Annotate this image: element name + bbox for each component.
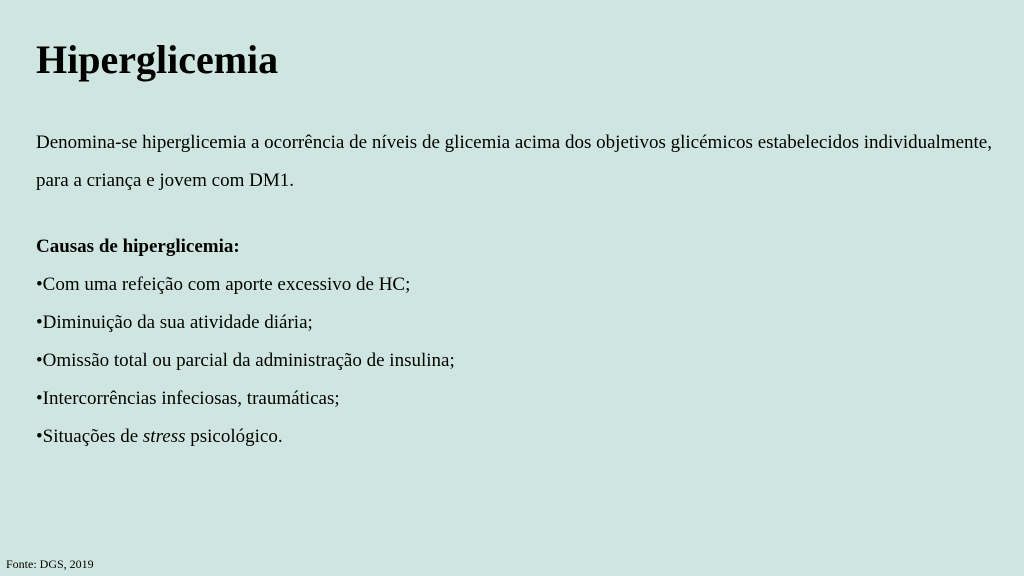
source-note: Fonte: DGS, 2019 [6, 557, 94, 571]
cause-suffix: psicológico. [185, 426, 283, 447]
cause-item: •Intercorrências infeciosas, traumáticas; [36, 388, 340, 409]
cause-item [36, 418, 992, 456]
intro-paragraph: Denomina-se hiperglicemia a ocorrência de níveis de glicemia acima dos objetivos glicémicos estabelecidos individualmente, para a criança e jovem com DM1. [36, 132, 992, 191]
cause-emphasis: stress [142, 426, 186, 447]
slide-title: Hiperglicemia [36, 37, 279, 82]
cause-prefix: •Situações de [36, 426, 143, 447]
cause-item: •Omissão total ou parcial da administração de insulina; [36, 350, 455, 371]
cause-item: •Com uma refeição com aporte excessivo de HC; [36, 274, 411, 295]
cause-item: •Diminuição da sua atividade diária; [36, 312, 313, 333]
causes-section [36, 228, 992, 456]
causes-heading: Causas de hiperglicemia: [36, 236, 240, 257]
causes-list [36, 266, 992, 456]
